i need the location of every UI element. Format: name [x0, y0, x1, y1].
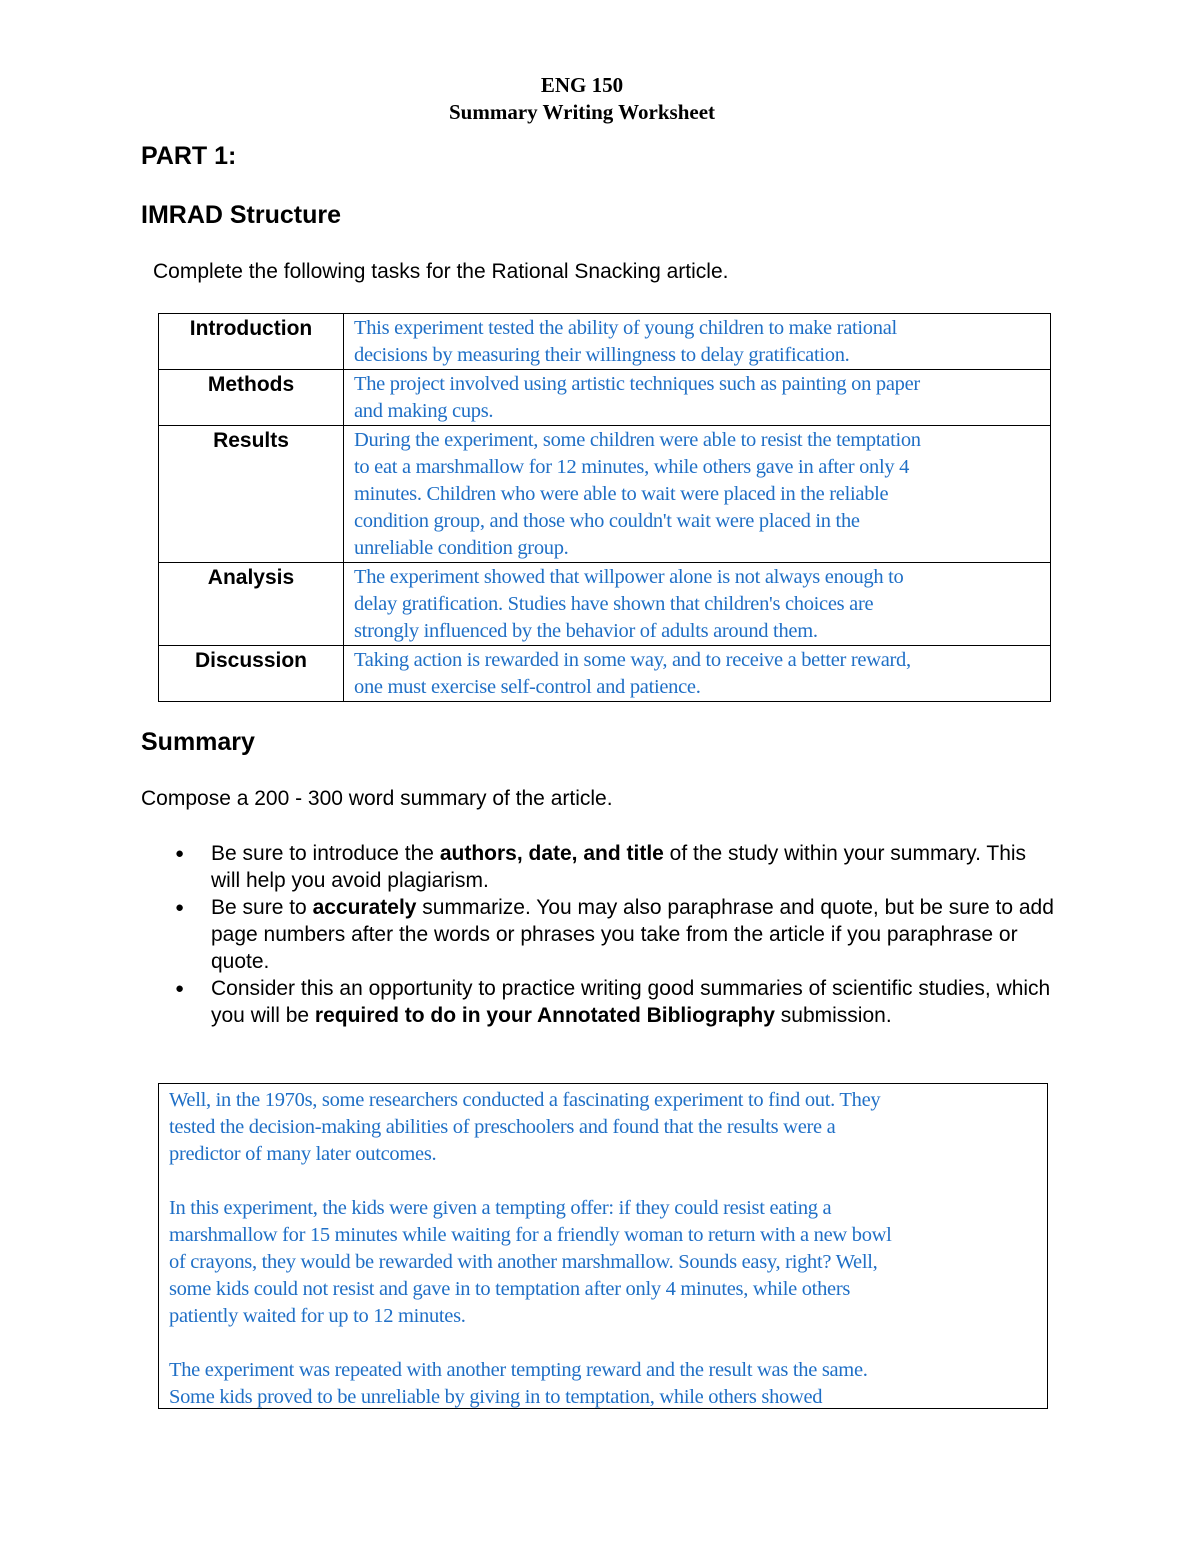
answer-line: minutes. Children who were able to wait were placed in the reliable: [354, 483, 889, 505]
instruction-bullets: [175, 840, 1055, 1029]
answer-line: unreliable condition group.: [354, 537, 569, 559]
row-answer-analysis[interactable]: [344, 563, 1051, 646]
answer-line: tested the decision-making abilities of preschoolers and found that the results were a: [169, 1116, 836, 1138]
table-row: [159, 314, 1051, 370]
answer-paragraph: [169, 1195, 1037, 1330]
row-label-results: Results: [159, 426, 344, 563]
bullet-item: [175, 840, 1055, 894]
table-row: [159, 426, 1051, 563]
answer-line: patiently waited for up to 12 minutes.: [169, 1305, 466, 1327]
row-answer-introduction[interactable]: [344, 314, 1051, 370]
imrad-table: [158, 313, 1051, 702]
answer-line: condition group, and those who couldn't wait were placed in the: [354, 510, 860, 532]
answer-line: This experiment tested the ability of young children to make rational: [354, 317, 897, 339]
answer-line: strongly influenced by the behavior of adults around them.: [354, 620, 818, 642]
table-row: [159, 563, 1051, 646]
row-answer-methods[interactable]: [344, 370, 1051, 426]
answer-line: some kids could not resist and gave in to temptation after only 4 minutes, while others: [169, 1278, 851, 1300]
answer-line: to eat a marshmallow for 12 minutes, while others gave in after only 4: [354, 456, 910, 478]
bullet-icon: ●: [175, 980, 185, 997]
bullet-icon: ●: [175, 899, 185, 916]
paragraph-gap: [169, 1330, 1037, 1357]
answer-line: predictor of many later outcomes.: [169, 1143, 437, 1165]
part-heading: PART 1:: [141, 142, 237, 170]
summary-heading: Summary: [141, 728, 255, 756]
answer-line: and making cups.: [354, 400, 494, 422]
row-label-introduction: Introduction: [159, 314, 344, 370]
summary-instruction: Compose a 200 - 300 word summary of the article.: [141, 787, 613, 810]
table-row: [159, 370, 1051, 426]
answer-paragraph: [169, 1087, 1037, 1168]
bullet-emphasis: authors, date, and title: [439, 842, 664, 865]
page-title: Summary Writing Worksheet: [448, 100, 716, 124]
table-row: [159, 646, 1051, 702]
bullet-icon: ●: [175, 845, 185, 862]
bullet-text: submission.: [774, 1004, 892, 1027]
answer-line: delay gratification. Studies have shown that children's choices are: [354, 593, 874, 615]
row-answer-discussion[interactable]: [344, 646, 1051, 702]
answer-line: The project involved using artistic techniques such as painting on paper: [354, 373, 920, 395]
row-answer-results[interactable]: [344, 426, 1051, 563]
paragraph-gap: [169, 1168, 1037, 1195]
bullet-text: Be sure to: [211, 896, 313, 919]
answer-line: of crayons, they would be rewarded with another marshmallow. Sounds easy, right? Well,: [169, 1251, 878, 1273]
bullet-item: [175, 894, 1055, 975]
answer-line: marshmallow for 15 minutes while waiting for a friendly woman to return with a new bowl: [169, 1224, 892, 1246]
answer-line: The experiment showed that willpower alone is not always enough to: [354, 566, 904, 588]
answer-line: one must exercise self-control and patience.: [354, 676, 701, 698]
course-code: ENG 150: [540, 73, 624, 97]
answer-line: Well, in the 1970s, some researchers conducted a fascinating experiment to find out. They: [169, 1089, 881, 1111]
answer-line: During the experiment, some children were able to resist the temptation: [354, 429, 921, 451]
answer-line: In this experiment, the kids were given a tempting offer: if they could resist eating a: [169, 1197, 832, 1219]
row-label-methods: Methods: [159, 370, 344, 426]
row-label-discussion: Discussion: [159, 646, 344, 702]
row-label-analysis: Analysis: [159, 563, 344, 646]
answer-paragraph: [169, 1357, 1037, 1411]
bullet-text: summarize. You may also paraphrase and quote, but be sure to add page numbers after the words or phrases you take from the article if you paraphrase or quote.: [211, 896, 1054, 973]
bullet-emphasis: accurately: [312, 896, 417, 919]
answer-line: Some kids proved to be unreliable by giving in to temptation, while others showed: [169, 1386, 823, 1408]
imrad-instruction: Complete the following tasks for the Rational Snacking article.: [153, 260, 729, 283]
bullet-item: [175, 975, 1055, 1029]
bullet-text: Consider this an opportunity to practice writing good summaries of scientific studies, which you will be: [211, 977, 1051, 1027]
bullet-text: of the study within your summary. This will help you avoid plagiarism.: [211, 842, 1027, 892]
bullet-text: Be sure to introduce the: [211, 842, 440, 865]
summary-answer-box[interactable]: [158, 1083, 1048, 1409]
answer-line: decisions by measuring their willingness to delay gratification.: [354, 344, 850, 366]
answer-line: The experiment was repeated with another tempting reward and the result was the same.: [169, 1359, 868, 1381]
imrad-heading: IMRAD Structure: [141, 201, 342, 229]
answer-line: Taking action is rewarded in some way, and to receive a better reward,: [354, 649, 911, 671]
bullet-emphasis: required to do in your Annotated Bibliography: [314, 1004, 775, 1027]
